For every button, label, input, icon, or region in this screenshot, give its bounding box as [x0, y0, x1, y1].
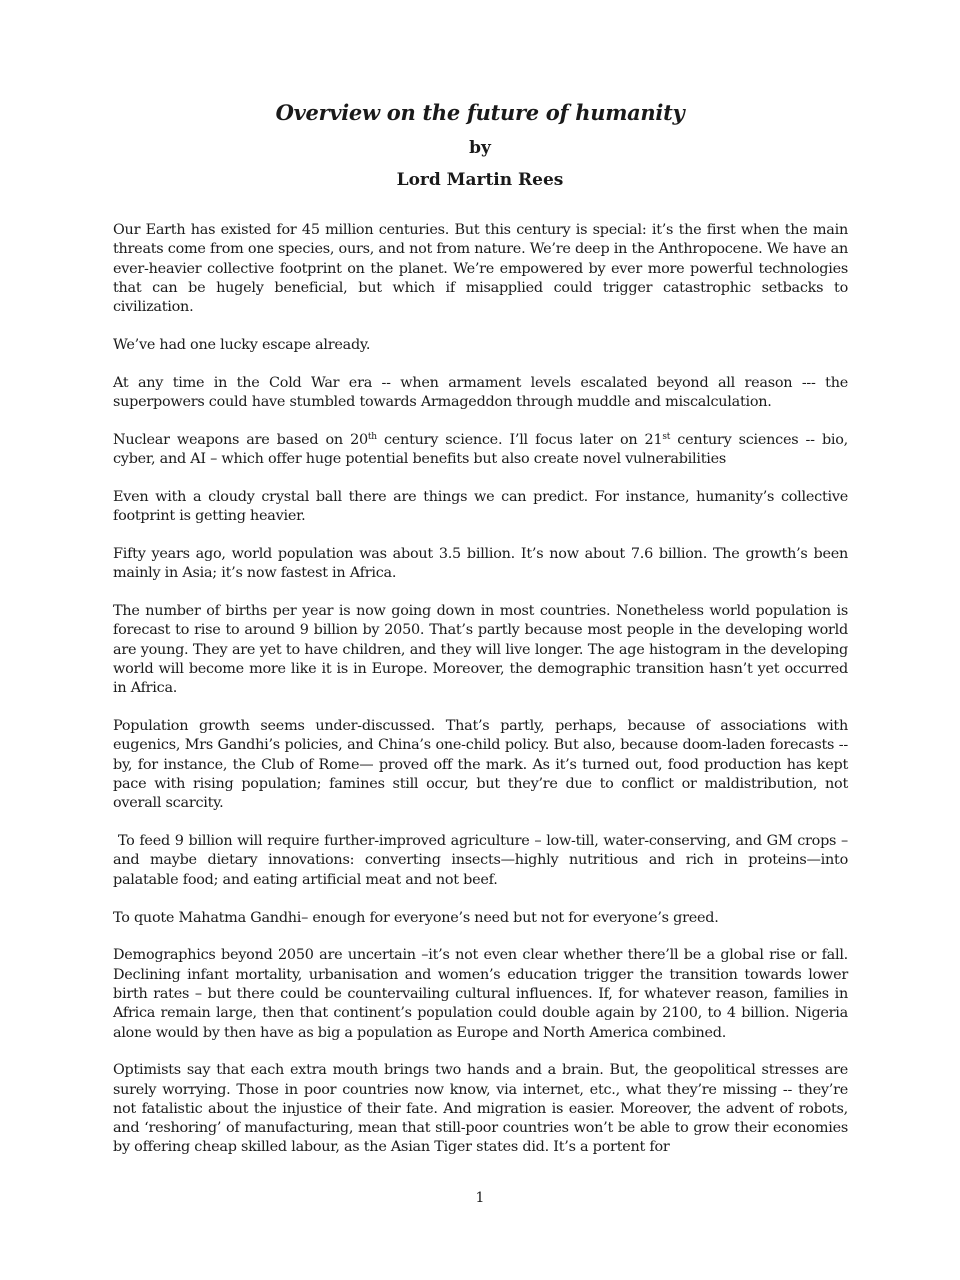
byline-by: by	[469, 138, 491, 158]
text-span: Nuclear weapons are based on 20	[113, 431, 368, 448]
paragraph: We’ve had one lucky escape already.	[113, 336, 371, 353]
paragraph: At any time in the Cold War era -- when armament levels escalated beyond all reason --- the superpowers could have stumbled towards Armageddon through muddle and miscalculation.	[113, 374, 848, 411]
paragraph: Optimists say that each extra mouth brings two hands and a brain. But, the geopolitical stresses are surely worrying. Those in poor countries now know, via internet, etc., what they’re missing -- they’re not fatalistic about the injustice of their fate. And migration is easier. Moreover, the advent of robots, and ‘reshoring’ of manufacturing, mean that still-poor countries won’t be able to grow their economies by offering cheap skilled labour, as the Asian Tiger states did. It’s a portent for	[113, 1062, 848, 1156]
body-text	[113, 221, 848, 1176]
document-title: Overview on the future of humanity	[275, 100, 685, 125]
text-span: century science. I’ll focus later on 21	[376, 431, 663, 448]
paragraph: Demographics beyond 2050 are uncertain –it’s not even clear whether there’ll be a global rise or fall. Declining infant mortality, urbanisation and women’s education trigger the transition towards lower birth rates – but there could be countervailing cultural influences. If, for whatever reason, families in Africa remain large, then that continent’s population could double again by 2100, to 4 billion. Nigeria alone would by then have as big a population as Europe and North America combined.	[113, 947, 848, 1041]
paragraph: Fifty years ago, world population was about 3.5 billion. It’s now about 7.6 billion. The growth’s been mainly in Asia; it’s now fastest in Africa.	[113, 546, 848, 582]
page-number: 1	[475, 1190, 485, 1206]
author-name: Lord Martin Rees	[396, 170, 564, 190]
paragraph: To quote Mahatma Gandhi– enough for everyone’s need but not for everyone’s greed.	[113, 909, 719, 926]
paragraph-nuclear	[113, 431, 848, 470]
superscript: st	[662, 431, 671, 442]
text-span: century sciences -- bio, cyber, and AI – which offer huge potential benefits but also create novel vulnerabilities	[113, 431, 849, 468]
paragraph: Population growth seems under-discussed. That’s partly, perhaps, because of associations with eugenics, Mrs Gandhi’s policies, and China’s one-child policy. But also, because doom-laden forecasts -- by, for instance, the Club of Rome— proved off the mark. As it’s turned out, food production has kept pace with rising population; famines still occur, but they’re due to conflict or maldistribution, not overall scarcity.	[113, 718, 848, 812]
superscript: th	[367, 431, 377, 442]
paragraph: The number of births per year is now going down in most countries. Nonetheless world population is forecast to rise to around 9 billion by 2050. That’s partly because most people in the developing world are young. They are yet to have children, and they will live longer. The age histogram in the developing world will become more like it is in Europe. Moreover, the demographic transition hasn’t yet occurred in Africa.	[113, 603, 848, 697]
paragraph: Even with a cloudy crystal ball there are things we can predict. For instance, humanity’s collective footprint is getting heavier.	[113, 488, 848, 525]
paragraph: To feed 9 billion will require further-improved agriculture – low-till, water-conserving, and GM crops – and maybe dietary innovations: converting insects—highly nutritious and rich in proteins—into palatable food; and eating artificial meat and not beef.	[113, 833, 848, 888]
paragraph: Our Earth has existed for 45 million centuries. But this century is special: it’s the first when the main threats come from one species, ours, and not from nature. We’re deep in the Anthropocene. We have an ever-heavier collective footprint on the planet. We’re empowered by ever more powerful technologies that can be hugely beneficial, but which if misapplied could trigger catastrophic setbacks to civilization.	[113, 222, 848, 316]
